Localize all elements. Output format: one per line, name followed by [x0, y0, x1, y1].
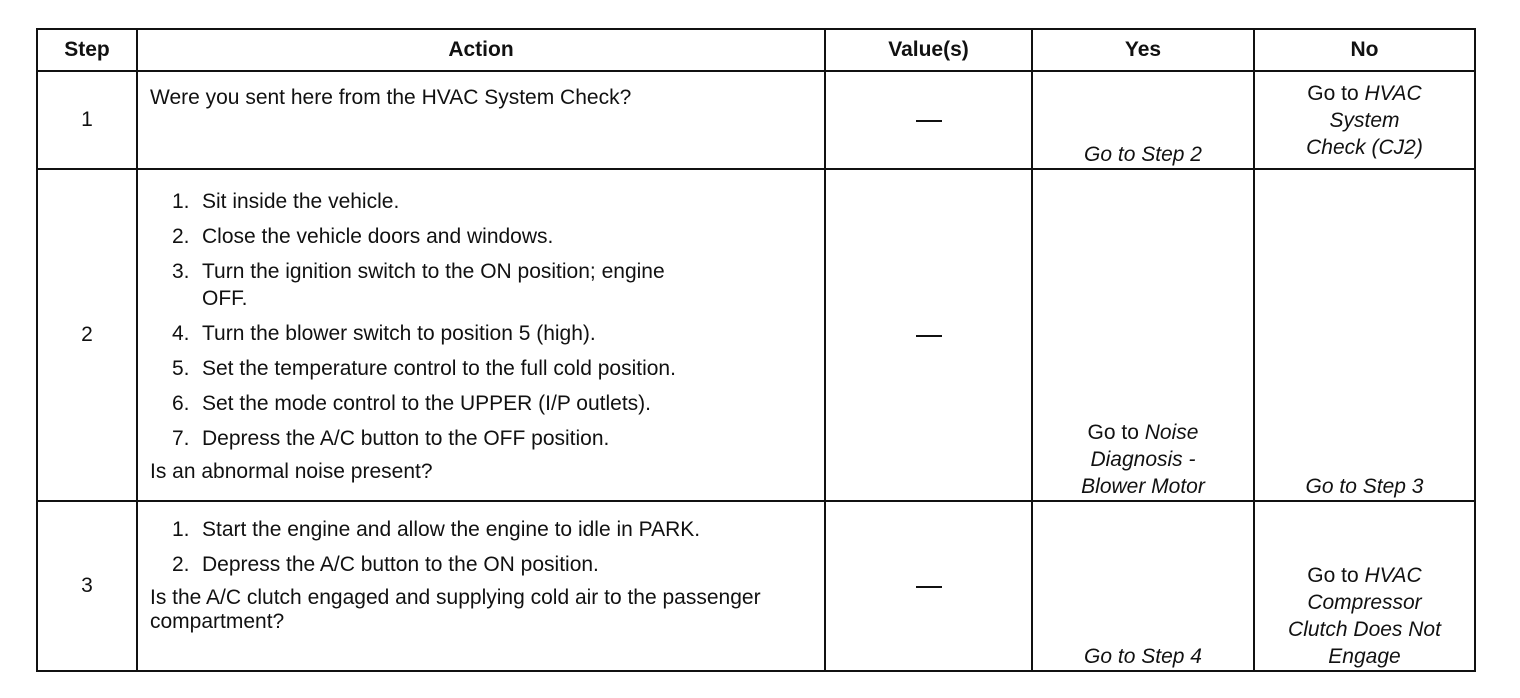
step-number: 1: [37, 71, 137, 169]
action-question: Is an abnormal noise present?: [150, 460, 433, 483]
action-question: Is the A/C clutch engaged and supplying cold air to the passenger compartment?: [150, 586, 761, 633]
value-dash: [916, 120, 942, 122]
action-step-text: Set the temperature control to the full cold position.: [202, 357, 676, 380]
no-result-line: Compressor: [1307, 591, 1422, 614]
action-step: [172, 551, 814, 578]
action-step: [172, 320, 814, 347]
no-cell: [1254, 169, 1475, 501]
diagnostic-table: [36, 28, 1476, 672]
table-row: [37, 71, 1475, 169]
action-step-text: Set the mode control to the UPPER (I/P outlets).: [202, 392, 651, 415]
action-step: [172, 516, 814, 543]
action-step-number: 4.: [172, 322, 190, 345]
value-cell: [825, 501, 1032, 671]
action-step-text: Turn the ignition switch to the ON position; engine OFF.: [202, 260, 665, 310]
header-no: No: [1254, 29, 1475, 71]
step-number: 3: [37, 501, 137, 671]
action-step-number: 1.: [172, 518, 190, 541]
no-cell: [1254, 71, 1475, 169]
action-cell: [137, 169, 825, 501]
action-step-text: Start the engine and allow the engine to idle in PARK.: [202, 518, 701, 541]
action-step-number: 7.: [172, 427, 190, 450]
action-step-text: Sit inside the vehicle.: [202, 190, 400, 213]
action-step-number: 2.: [172, 553, 190, 576]
value-dash: [916, 586, 942, 588]
no-result-prefix: Go to: [1307, 81, 1359, 105]
action-cell: [137, 501, 825, 671]
action-cell: [137, 71, 825, 169]
action-step-number: 2.: [172, 225, 190, 248]
header-step: Step: [37, 29, 137, 71]
yes-result-line: Diagnosis -: [1090, 448, 1196, 471]
no-result-prefix: Go to: [1307, 564, 1359, 587]
action-step-text: Close the vehicle doors and windows.: [202, 225, 554, 248]
header-action: Action: [137, 29, 825, 71]
yes-result: [1033, 419, 1253, 500]
value-dash: [916, 335, 942, 337]
no-cell: [1254, 501, 1475, 671]
header-values: Value(s): [825, 29, 1032, 71]
yes-result-line: Noise: [1144, 421, 1199, 444]
no-result-line: Clutch Does Not: [1288, 618, 1441, 641]
action-step: [172, 258, 814, 312]
yes-result-prefix: Go to: [1087, 421, 1139, 444]
value-cell: [825, 169, 1032, 501]
step-number: 2: [37, 169, 137, 501]
table-row: [37, 169, 1475, 501]
action-step-text: Turn the blower switch to position 5 (high).: [202, 322, 596, 345]
action-step: [172, 355, 814, 382]
value-cell: [825, 71, 1032, 169]
yes-cell: [1032, 501, 1254, 671]
no-result: Go to Step 3: [1305, 475, 1424, 498]
no-result-line: HVAC: [1364, 81, 1422, 105]
action-step: [172, 223, 814, 250]
no-result-line: Check (CJ2): [1306, 135, 1423, 159]
yes-result: Go to Step 4: [1084, 645, 1202, 668]
action-steps-list: [138, 170, 824, 452]
action-step: [172, 390, 814, 417]
yes-result-line: Blower Motor: [1081, 475, 1205, 498]
yes-result: Go to Step 2: [1084, 143, 1202, 166]
action-step: [172, 188, 814, 215]
no-result: [1255, 562, 1474, 670]
no-result: [1255, 80, 1474, 161]
no-result-line: Engage: [1328, 645, 1401, 668]
yes-cell: [1032, 71, 1254, 169]
action-question: Were you sent here from the HVAC System Check?: [150, 86, 632, 109]
action-steps-list: [138, 502, 824, 578]
action-step-number: 3.: [172, 260, 190, 283]
action-step-number: 6.: [172, 392, 190, 415]
yes-cell: [1032, 169, 1254, 501]
action-step-text: Depress the A/C button to the ON position.: [202, 553, 599, 576]
table-row: [37, 501, 1475, 671]
action-step-number: 1.: [172, 190, 190, 213]
header-yes: Yes: [1032, 29, 1254, 71]
no-result-line: System: [1329, 108, 1400, 132]
action-step-number: 5.: [172, 357, 190, 380]
action-step-text: Depress the A/C button to the OFF position.: [202, 427, 610, 450]
action-step: [172, 425, 814, 452]
no-result-line: HVAC: [1364, 564, 1422, 587]
header-row: [37, 29, 1475, 71]
